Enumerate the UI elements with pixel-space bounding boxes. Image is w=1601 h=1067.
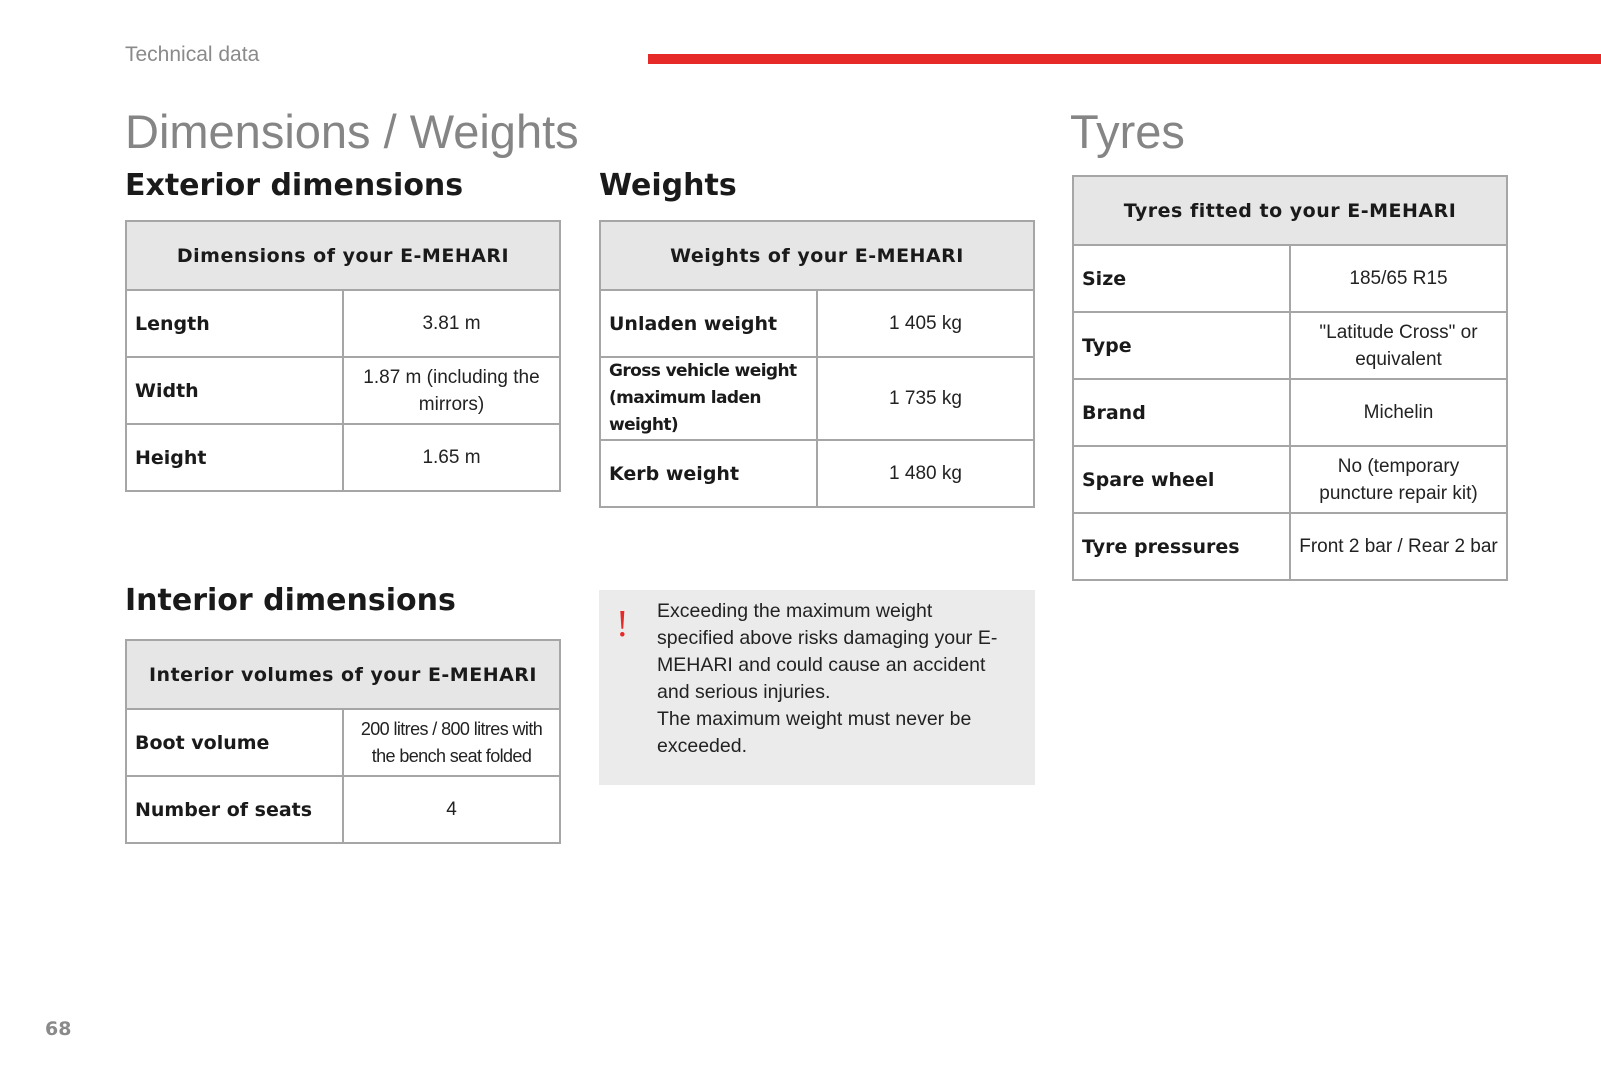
warning-box (599, 590, 1035, 785)
row-value: 1.65 m (343, 424, 560, 491)
warning-line: Exceeding the maximum weight specified above risks damaging your E-MEHARI and could cause an accident and serious injuries. (657, 600, 998, 703)
table-row (126, 709, 560, 776)
header-accent-bar (648, 54, 1601, 64)
table-row (126, 424, 560, 491)
weights-table (599, 220, 1035, 508)
weights-table-header: Weights of your E-MEHARI (600, 221, 1034, 290)
table-row (1073, 379, 1507, 446)
row-label: Spare wheel (1073, 446, 1290, 513)
table-row (1073, 446, 1507, 513)
row-label: Number of seats (126, 776, 343, 843)
row-label: Boot volume (126, 709, 343, 776)
weights-title: Weights (599, 168, 737, 203)
header-section-label: Technical data (125, 43, 260, 66)
row-value: 1 480 kg (817, 440, 1034, 507)
page-title-tyres: Tyres (1070, 105, 1185, 158)
row-value: 185/65 R15 (1290, 245, 1507, 312)
tyres-table (1072, 175, 1508, 581)
table-row (600, 440, 1034, 507)
page-title-dimensions: Dimensions / Weights (125, 105, 579, 158)
row-value: No (temporary puncture repair kit) (1290, 446, 1507, 513)
table-row (1073, 312, 1507, 379)
row-label: Gross vehicle weight (maximum laden weight) (600, 357, 817, 440)
row-label: Length (126, 290, 343, 357)
table-row (126, 290, 560, 357)
tyres-table-header: Tyres fitted to your E-MEHARI (1073, 176, 1507, 245)
warning-line: The maximum weight must never be exceeded. (657, 708, 972, 757)
row-value: 4 (343, 776, 560, 843)
row-label: Type (1073, 312, 1290, 379)
interior-dimensions-title: Interior dimensions (125, 583, 456, 618)
exclamation-icon: ! (616, 603, 629, 645)
exterior-table-header: Dimensions of your E-MEHARI (126, 221, 560, 290)
row-value: 1.87 m (including the mirrors) (343, 357, 560, 424)
row-value: 3.81 m (343, 290, 560, 357)
row-value: 1 735 kg (817, 357, 1034, 440)
row-value: 200 litres / 800 litres with the bench seat folded (343, 709, 560, 776)
table-row (1073, 513, 1507, 580)
table-row (1073, 245, 1507, 312)
row-label: Size (1073, 245, 1290, 312)
interior-table-header: Interior volumes of your E-MEHARI (126, 640, 560, 709)
warning-text (657, 598, 1002, 760)
row-label: Kerb weight (600, 440, 817, 507)
row-label: Unladen weight (600, 290, 817, 357)
row-label: Height (126, 424, 343, 491)
table-row (126, 776, 560, 843)
interior-dimensions-table (125, 639, 561, 844)
table-row (600, 290, 1034, 357)
exterior-dimensions-title: Exterior dimensions (125, 168, 464, 203)
exterior-dimensions-table (125, 220, 561, 492)
row-value: Front 2 bar / Rear 2 bar (1290, 513, 1507, 580)
row-value: Michelin (1290, 379, 1507, 446)
row-value: 1 405 kg (817, 290, 1034, 357)
row-value: "Latitude Cross" or equivalent (1290, 312, 1507, 379)
row-label: Tyre pressures (1073, 513, 1290, 580)
table-row (126, 357, 560, 424)
table-row (600, 357, 1034, 440)
row-label: Brand (1073, 379, 1290, 446)
row-label: Width (126, 357, 343, 424)
page-number: 68 (45, 1018, 72, 1040)
